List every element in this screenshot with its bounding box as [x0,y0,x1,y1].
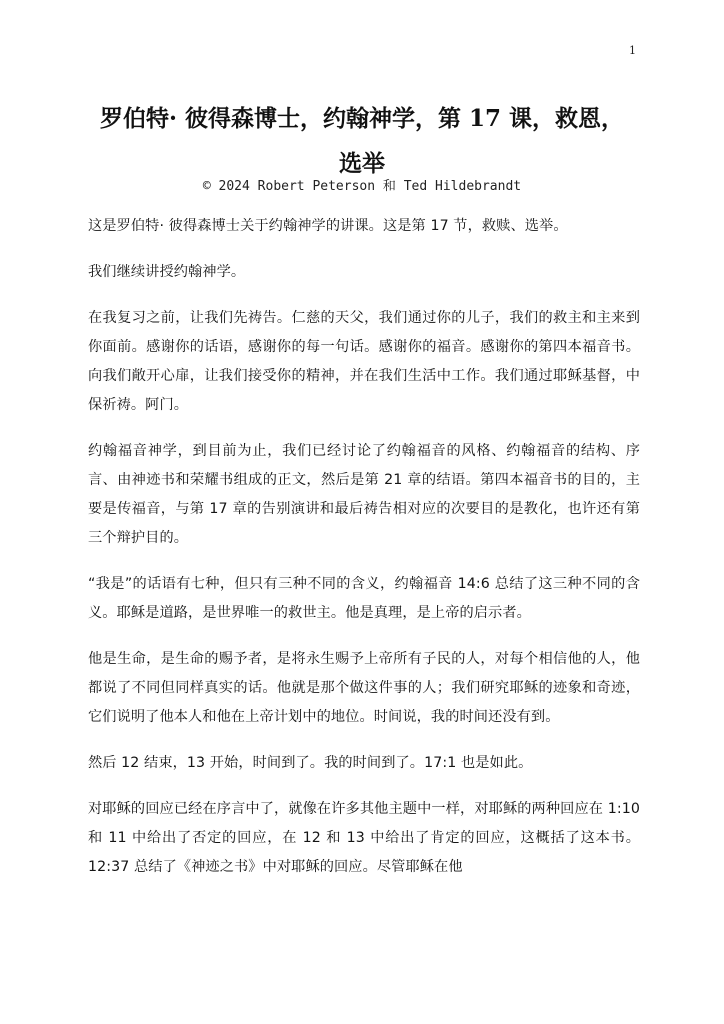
paragraph: 这是罗伯特· 彼得森博士关于约翰神学的讲课。这是第 17 节，救赎、选举。 [88,218,568,234]
document-byline: © 2024 Robert Peterson 和 Ted Hildebrandt [202,179,522,194]
document-title: 罗伯特· 彼得森博士，约翰神学，第 17 课，救恩，选举 [99,105,625,177]
paragraph: 我们继续讲授约翰神学。 [88,264,246,280]
paragraph: “我是”的话语有七种，但只有三种不同的含义，约翰福音 14:6 总结了这三种不同的含义。耶稣是道路，是世界唯一的救世主。他是真理，是上帝的启示者。 [88,576,640,621]
paragraph: 在我复习之前，让我们先祷告。仁慈的天父，我们通过你的儿子，我们的救主和主来到你面前。感谢你的话语，感谢你的每一句话。感谢你的福音。感谢你的第四本福音书。向我们敞开心扉，让我们接受你的精神，并在我们生活中工作。我们通过耶稣基督，中保祈祷。阿门。 [88,310,640,413]
page-number: 1 [629,44,636,57]
document-body [88,212,640,899]
paragraph: 对耶稣的回应已经在序言中了，就像在许多其他主题中一样，对耶稣的两种回应在 1:10 和 11 中给出了否定的回应，在 12 和 13 中给出了肯定的回应，这概括了这本书。12:37 总结了《神迹之书》中对耶稣的回应。尽管耶稣在他 [88,801,640,875]
paragraph: 他是生命，是生命的赐予者，是将永生赐予上帝所有子民的人，对每个相信他的人，他都说了不同但同样真实的话。他就是那个做这件事的人；我们研究耶稣的迹象和奇迹，它们说明了他本人和他在上帝计划中的地位。时间说，我的时间还没有到。 [88,651,640,725]
paragraph: 约翰福音神学，到目前为止，我们已经讨论了约翰福音的风格、约翰福音的结构、序言、由神迹书和荣耀书组成的正文，然后是第 21 章的结语。第四本福音书的目的，主要是传福音，与第 17 章的告别演讲和最后祷告相对应的次要目的是教化，也许还有第三个辩护目的。 [88,443,640,546]
paragraph: 然后 12 结束，13 开始，时间到了。我的时间到了。17:1 也是如此。 [88,755,533,771]
